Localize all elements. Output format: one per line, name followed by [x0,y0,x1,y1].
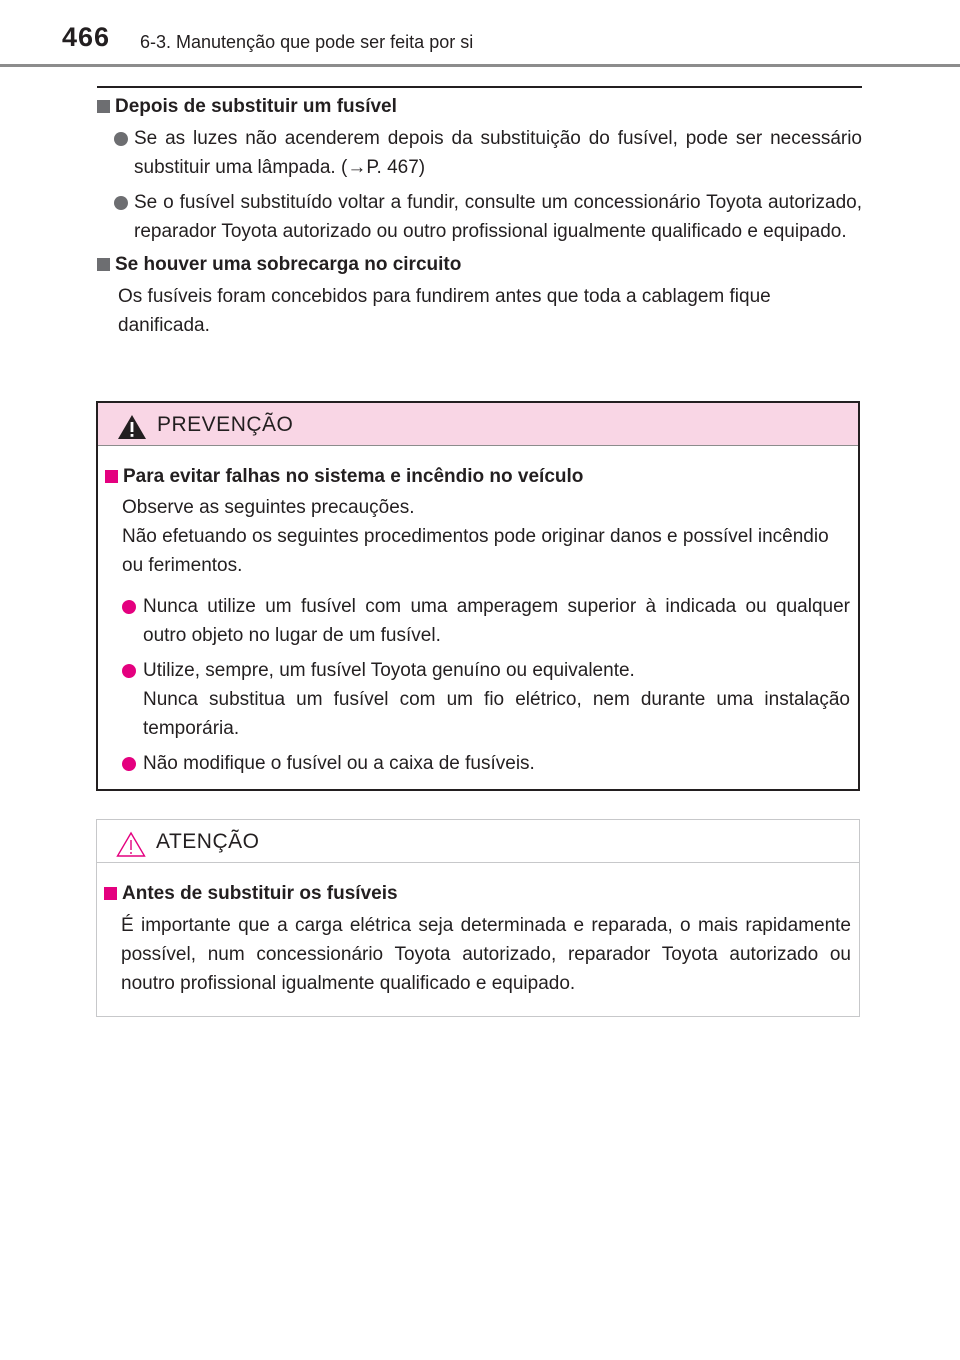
notice-heading [104,879,851,909]
list-item-text: Nunca substitua um fusível com um fio elétrico, nem durante uma instalação temporária. [143,689,850,739]
warning-heading [105,462,850,492]
circle-bullet-icon [122,757,136,771]
list-item-text: Utilize, sempre, um fusível Toyota genuíno ou equivalente. [143,660,635,681]
square-bullet-icon [105,470,118,483]
list-item-text: Se as luzes não acenderem depois da substituição do fusível, pode ser necessário substituir uma lâmpada. (→P. 467) [134,128,862,178]
notice-box-body [97,863,859,998]
paragraph: Os fusíveis foram concebidos para fundirem antes que toda a cablagem fique danificada. [118,286,771,336]
warning-box-title: PREVENÇÃO [157,413,294,436]
list-item [105,592,850,650]
warning-intro: Não efetuando os seguintes procedimentos pode originar danos e possível incêndio ou ferimentos. [122,526,829,576]
list-item-text: Se o fusível substituído voltar a fundir, consulte um concessionário Toyota autorizado, reparador Toyota autorizado ou outro profissional igualmente qualificado e equipado. [134,192,862,242]
warning-intro: Observe as seguintes precauções. [122,497,415,518]
warning-box-body [98,446,858,778]
warning-box [96,401,860,791]
circle-bullet-icon [122,664,136,678]
list-item [97,124,862,182]
warning-triangle-outline-icon [116,831,146,857]
section-title: 6-3. Manutenção que pode ser feita por si [140,32,474,52]
section-heading [97,92,862,122]
section-heading-text: Depois de substituir um fusível [115,96,397,117]
header-divider [0,64,960,67]
page-number: 466 [62,22,111,52]
circle-bullet-icon [114,196,128,210]
section-heading [97,250,862,280]
list-item [105,749,850,778]
list-item-text: Nunca utilize um fusível com uma amperagem superior à indicada ou qualquer outro objeto no lugar de um fusível. [143,596,850,646]
notice-text: É importante que a carga elétrica seja determinada e reparada, o mais rapidamente possível, num concessionário Toyota autorizado, reparador Toyota autorizado ou noutro profissional igualmente qualificado e equipado. [121,915,851,994]
square-bullet-icon [97,100,110,113]
list-item [105,656,850,743]
content-top-divider [97,86,862,88]
notice-box [96,819,860,1017]
notice-heading-text: Antes de substituir os fusíveis [122,883,398,904]
warning-box-header [98,403,858,446]
page-header [0,0,960,66]
main-content [97,92,862,340]
circle-bullet-icon [114,132,128,146]
section-heading-text: Se houver uma sobrecarga no circuito [115,254,462,275]
circle-bullet-icon [122,600,136,614]
notice-box-header [97,820,859,863]
list-item-text: Não modifique o fusível ou a caixa de fusíveis. [143,753,535,774]
notice-box-title: ATENÇÃO [156,830,260,853]
warning-heading-text: Para evitar falhas no sistema e incêndio no veículo [123,466,584,487]
list-item [97,188,862,246]
square-bullet-icon [104,887,117,900]
warning-triangle-icon [117,414,147,440]
square-bullet-icon [97,258,110,271]
